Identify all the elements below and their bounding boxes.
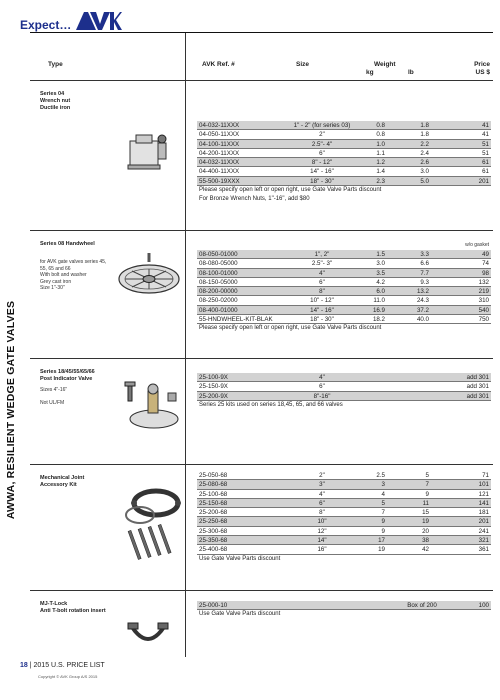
table-row: 08-050-01000 1", 2" 1.5 3.3 49 <box>199 251 489 258</box>
table-row: 25-200-68 8" 7 15 181 <box>199 509 489 517</box>
price-table <box>30 32 493 657</box>
table-row: 04-100-11XXX 2.5"- 4" 1.0 2.2 51 <box>199 140 489 148</box>
section-rows <box>197 373 491 410</box>
avk-logo <box>74 8 122 32</box>
table-row: 55-500-19XXX 18" - 30" 2.3 5.0 201 <box>199 177 489 185</box>
table-row: 08-100-01000 4" 3.5 7.7 98 <box>199 269 489 277</box>
section-note: Please specify open left or open right, use Gate Valve Parts discount <box>199 187 382 194</box>
t-lock-insert-icon <box>126 617 170 653</box>
col-type: Type <box>48 61 63 68</box>
section-mechanical-joint <box>30 465 493 591</box>
table-row: 25-300-68 12" 9 20 241 <box>199 527 489 535</box>
expect-tagline: Expect… <box>20 18 72 32</box>
section-description: for AVK gate valves series 45, 55, 65 and 66 With bolt and washer Grey cast iron Size 1"-30" <box>40 259 107 291</box>
table-row: 25-200-9X 8"-16" add 301 <box>199 392 489 400</box>
table-row: 08-200-00000 8" 6.0 13.2 219 <box>199 288 489 296</box>
col-weight: Weight <box>374 61 396 68</box>
section-series-04 <box>30 81 493 231</box>
table-row: 25-100-68 4" 4 9 121 <box>199 490 489 498</box>
section-series-08 <box>30 231 493 359</box>
price-list-label: | 2015 U.S. PRICE LIST <box>29 662 105 669</box>
section-note: Please specify open left or open right, use Gate Valve Parts discount <box>199 325 382 332</box>
table-row: 04-050-11XXX 2" 0.8 1.8 41 <box>199 131 489 139</box>
gasket-label: w/o gasket <box>465 242 489 248</box>
section-rows <box>197 241 491 333</box>
section-post-indicator <box>30 359 493 465</box>
table-row: 04-200-11XXX 6" 1.1 2.4 51 <box>199 149 489 157</box>
col-price: Price <box>474 61 490 68</box>
table-row: 04-032-11XXX 1" - 2" (for series 03) 0.8 1.8 41 <box>199 122 489 129</box>
section-title: Series 08 Handwheel <box>40 241 95 247</box>
svg-text:AVK: AVK <box>74 8 77 9</box>
table-row: 04-400-11XXX 14" - 16" 1.4 3.0 61 <box>199 168 489 176</box>
handwheel-icon <box>114 251 184 301</box>
table-row: 25-050-68 2" 2.5 5 71 <box>199 472 489 479</box>
section-title: Series 18/45/55/65/66 Post Indicator Valve <box>40 369 95 382</box>
section-note: For Bronze Wrench Nuts, 1"-16", add $80 <box>199 196 310 203</box>
section-side-label: AWWA, RESILIENT WEDGE GATE VALVES <box>5 300 17 520</box>
table-row: 25-080-68 3" 3 7 101 <box>199 481 489 489</box>
section-title: Mechanical Joint Accessory Kit <box>40 475 85 488</box>
table-row: 55-HNDWHEEL-KIT-BLAK 18" - 30" 18.2 40.0 750 <box>199 316 489 324</box>
wrench-nut-icon <box>122 129 172 179</box>
table-row: 08-250-02000 10" - 12" 11.0 24.3 310 <box>199 297 489 305</box>
col-lb: lb <box>408 69 414 76</box>
section-title: Series 04 Wrench nut Ductile iron <box>40 91 71 111</box>
table-row: 04-032-11XXX 8" - 12" 1.2 2.6 61 <box>199 159 489 167</box>
section-rows <box>197 601 491 619</box>
section-rows <box>197 121 491 204</box>
section-note: Use Gate Valve Parts discount <box>199 555 281 562</box>
section-mj-t-lock <box>30 591 493 658</box>
copyright: Copyright © AVK Group A/S 2015 <box>38 674 98 679</box>
section-note: Series 25 kits used on series 18,45, 65, and 66 valves <box>199 401 343 408</box>
table-row: 08-400-01000 14" - 16" 16.9 37.2 540 <box>199 306 489 314</box>
page-header <box>20 6 122 32</box>
table-row: 25-350-68 14" 17 38 321 <box>199 537 489 545</box>
post-indicator-kit-icon <box>120 379 180 431</box>
col-size: Size <box>296 61 310 68</box>
section-description: Sizes 4"-16" Not UL/FM <box>40 387 68 406</box>
table-row: 08-080-05000 2.5"- 3" 3.0 6.6 74 <box>199 260 489 268</box>
page-footer <box>20 662 105 669</box>
table-row: 25-150-68 6" 5 11 141 <box>199 499 489 507</box>
section-title: MJ-T-Lock Anti T-bolt rotation insert <box>40 601 106 614</box>
table-row: 25-000-10 Box of 200 100 <box>199 602 489 609</box>
col-ref: AVK Ref. # <box>202 61 235 68</box>
column-header <box>30 33 493 81</box>
table-row: 25-400-68 16" 19 42 361 <box>199 546 489 554</box>
table-row: 25-150-9X 6" add 301 <box>199 383 489 391</box>
table-row: 25-250-68 10" 9 19 201 <box>199 518 489 526</box>
section-note: Use Gate Valve Parts discount <box>199 611 281 618</box>
table-row: 25-100-9X 4" add 301 <box>199 374 489 381</box>
col-currency: US $ <box>475 69 490 76</box>
col-kg: kg <box>366 69 374 76</box>
page-number: 18 <box>20 662 28 669</box>
table-row: 08-150-05000 6" 4.2 9.3 132 <box>199 278 489 286</box>
mj-accessory-kit-icon <box>120 487 182 571</box>
section-rows <box>197 471 491 564</box>
